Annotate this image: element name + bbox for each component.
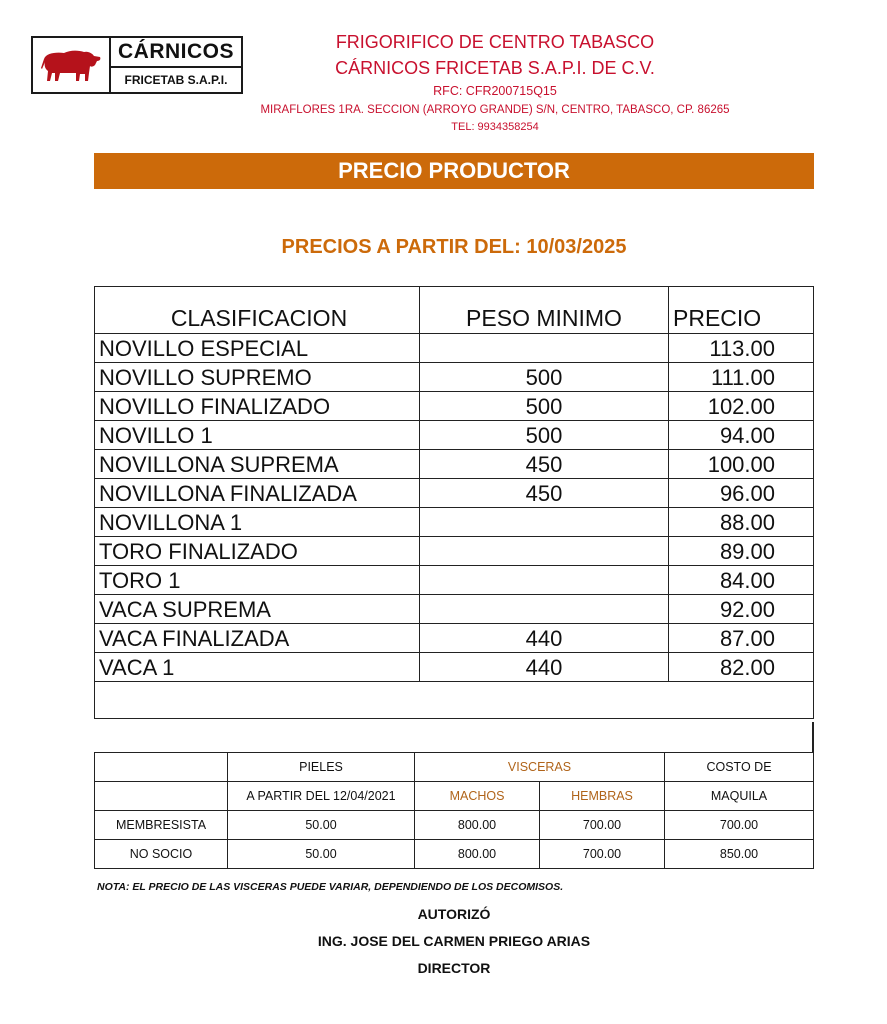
clasificacion-cell: NOVILLONA SUPREMA (95, 450, 420, 479)
price-table-row (95, 566, 814, 595)
peso-minimo-cell: 450 (420, 479, 669, 508)
price-table-blank-row (95, 682, 814, 719)
price-table-row (95, 537, 814, 566)
price-table (94, 286, 814, 719)
member-type-cell: NO SOCIO (95, 840, 228, 869)
clasificacion-cell: NOVILLO SUPREMO (95, 363, 420, 392)
precio-cell: 111.00 (669, 363, 814, 392)
clasificacion-cell: NOVILLONA 1 (95, 508, 420, 537)
clasificacion-cell: NOVILLO FINALIZADO (95, 392, 420, 421)
company-rfc: RFC: CFR200715Q15 (433, 84, 557, 98)
clasificacion-cell: VACA SUPREMA (95, 595, 420, 624)
precio-cell: 82.00 (669, 653, 814, 682)
precio-cell: 87.00 (669, 624, 814, 653)
extras-row (95, 811, 814, 840)
extras-header-row-1 (95, 753, 814, 782)
document-title-banner (94, 153, 814, 189)
company-phone: TEL: 9934358254 (451, 121, 539, 133)
machos-cell: 800.00 (415, 811, 540, 840)
price-table-row (95, 392, 814, 421)
header-costo-de: COSTO DE (665, 753, 814, 782)
precio-cell: 113.00 (669, 334, 814, 363)
price-table-row (95, 450, 814, 479)
header-maquila: MAQUILA (665, 782, 814, 811)
header-machos: MACHOS (415, 782, 540, 811)
price-table-row (95, 421, 814, 450)
header-precio: PRECIO (669, 287, 814, 334)
precio-cell: 89.00 (669, 537, 814, 566)
extras-table (94, 752, 814, 869)
precio-cell: 94.00 (669, 421, 814, 450)
clasificacion-cell: TORO FINALIZADO (95, 537, 420, 566)
pieles-cell: 50.00 (228, 840, 415, 869)
peso-minimo-cell (420, 595, 669, 624)
peso-minimo-cell: 440 (420, 624, 669, 653)
peso-minimo-cell (420, 537, 669, 566)
precio-cell: 92.00 (669, 595, 814, 624)
precio-cell: 96.00 (669, 479, 814, 508)
machos-cell: 800.00 (415, 840, 540, 869)
signatory-name: ING. JOSE DEL CARMEN PRIEGO ARIAS (317, 933, 591, 949)
pieles-cell: 50.00 (228, 811, 415, 840)
visceras-note: NOTA: EL PRECIO DE LAS VISCERAS PUEDE VARIAR, DEPENDIENDO DE LOS DECOMISOS. (97, 881, 564, 893)
clasificacion-cell: NOVILLO 1 (95, 421, 420, 450)
peso-minimo-cell (420, 508, 669, 537)
peso-minimo-cell: 500 (420, 392, 669, 421)
precio-cell: 100.00 (669, 450, 814, 479)
header-clasificacion: CLASIFICACION (95, 287, 420, 334)
clasificacion-cell: NOVILLO ESPECIAL (95, 334, 420, 363)
clasificacion-cell: VACA FINALIZADA (95, 624, 420, 653)
price-table-row (95, 363, 814, 392)
peso-minimo-cell (420, 566, 669, 595)
extras-header-row-2 (95, 782, 814, 811)
extras-blank-cell (95, 753, 228, 782)
price-table-header (95, 287, 814, 334)
maquila-cell: 700.00 (665, 811, 814, 840)
table-border-line (812, 722, 814, 752)
header-pieles-date: A PARTIR DEL 12/04/2021 (228, 782, 415, 811)
maquila-cell: 850.00 (665, 840, 814, 869)
hembras-cell: 700.00 (540, 840, 665, 869)
price-table-row (95, 653, 814, 682)
clasificacion-cell: VACA 1 (95, 653, 420, 682)
peso-minimo-cell: 450 (420, 450, 669, 479)
peso-minimo-cell: 500 (420, 363, 669, 392)
company-legal-name: CÁRNICOS FRICETAB S.A.P.I. DE C.V. (335, 58, 655, 78)
signatory-title: DIRECTOR (417, 960, 491, 976)
precio-cell: 102.00 (669, 392, 814, 421)
header-peso-minimo: PESO MINIMO (420, 287, 669, 334)
clasificacion-cell: TORO 1 (95, 566, 420, 595)
extras-row (95, 840, 814, 869)
signature-label: AUTORIZÓ (417, 906, 491, 922)
document-title: PRECIO PRODUCTOR (338, 158, 570, 183)
effective-date: PRECIOS A PARTIR DEL: 10/03/2025 (281, 236, 627, 258)
header-pieles: PIELES (228, 753, 415, 782)
extras-blank-cell (95, 782, 228, 811)
header-visceras: VISCERAS (415, 753, 665, 782)
peso-minimo-cell (420, 334, 669, 363)
price-table-row (95, 334, 814, 363)
price-table-row (95, 595, 814, 624)
clasificacion-cell: NOVILLONA FINALIZADA (95, 479, 420, 508)
blank-cell (95, 682, 814, 719)
hembras-cell: 700.00 (540, 811, 665, 840)
logo-title: CÁRNICOS (111, 38, 241, 68)
header-hembras: HEMBRAS (540, 782, 665, 811)
precio-cell: 84.00 (669, 566, 814, 595)
precio-cell: 88.00 (669, 508, 814, 537)
price-table-row (95, 479, 814, 508)
company-address: MIRAFLORES 1RA. SECCION (ARROYO GRANDE) S/N, CENTRO, TABASCO, CP. 86265 (260, 104, 730, 116)
bull-icon (33, 38, 111, 92)
company-name: FRIGORIFICO DE CENTRO TABASCO (335, 32, 655, 52)
price-table-row (95, 508, 814, 537)
member-type-cell: MEMBRESISTA (95, 811, 228, 840)
logo-subtitle: FRICETAB S.A.P.I. (124, 73, 228, 88)
price-table-row (95, 624, 814, 653)
peso-minimo-cell: 500 (420, 421, 669, 450)
peso-minimo-cell: 440 (420, 653, 669, 682)
